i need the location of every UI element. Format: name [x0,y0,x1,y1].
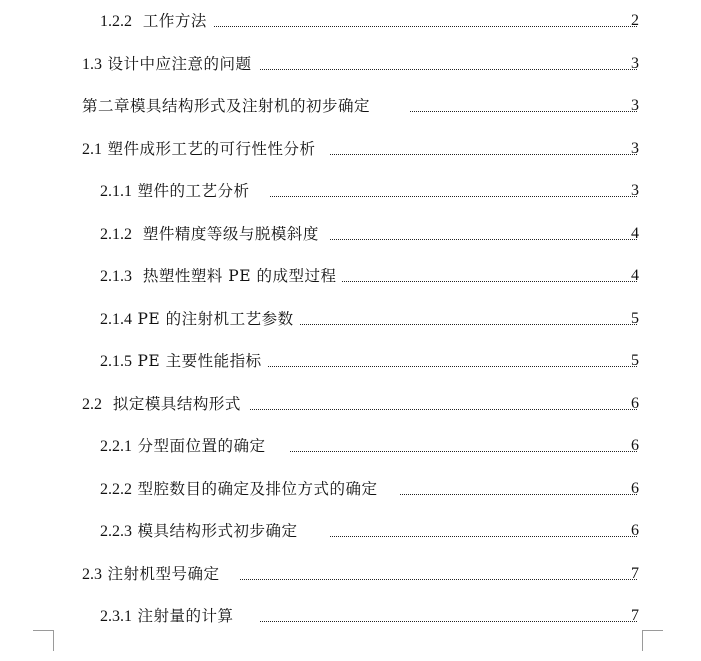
toc-entry[interactable] [0,516,701,546]
toc-entry-number: 2.2.3 [100,523,132,540]
toc-entry-page: 3 [631,140,639,157]
toc-entry-text [100,261,342,291]
dot-leader [410,111,637,112]
toc-entry-title: 第二章模具结构形式及注射机的初步确定 [82,97,371,115]
toc-entry[interactable] [0,601,701,631]
toc-entry-title: 注射机型号确定 [107,565,220,583]
toc-entry-page: 5 [631,352,639,369]
toc-entry-text [100,6,213,36]
toc-entry-title: 设计中应注意的问题 [107,55,252,73]
dot-leader [340,281,637,282]
toc-entry-number: 2.1.5 [100,353,132,370]
toc-entry-text [100,474,383,504]
toc-entry[interactable] [0,6,701,36]
dot-leader [200,26,637,27]
toc-entry[interactable] [0,91,701,121]
toc-entry-title: 拟定模具结构形式 [112,395,241,413]
dot-leader [300,324,637,325]
toc-entry-title: PE 主要性能指标 [137,352,262,370]
toc-entry[interactable] [0,346,701,376]
dot-leader [330,154,637,155]
toc-entry-text [82,134,321,164]
toc-entry[interactable] [0,261,701,291]
toc-entry-page: 4 [631,267,639,284]
toc-entry-number: 2.3.1 [100,608,132,625]
toc-entry[interactable] [0,176,701,206]
toc-entry-page: 7 [631,565,639,582]
toc-entry-title: 热塑性塑料 PE 的成型过程 [142,267,337,285]
toc-entry-number: 2.1 [82,141,102,158]
toc-entry-page: 6 [631,437,639,454]
toc-entry-title: 塑件精度等级与脱模斜度 [142,225,319,243]
toc-entry-number: 2.1.3 [100,268,132,285]
toc-entry-page: 5 [631,310,639,327]
toc-entry-title: 模具结构形式初步确定 [137,522,298,540]
toc-entry[interactable] [0,389,701,419]
dot-leader [290,451,637,452]
dot-leader [330,536,637,537]
toc-entry-number: 2.2.2 [100,481,132,498]
dot-leader [240,579,637,580]
toc-entry-page: 4 [631,225,639,242]
toc-entry-number: 2.3 [82,566,102,583]
toc-entry-text [82,49,257,79]
toc-entry-page: 2 [631,12,639,29]
toc-entry[interactable] [0,134,701,164]
toc-entry-number: 1.2.2 [100,13,132,30]
toc-entry-page: 6 [631,522,639,539]
toc-entry-title: 工作方法 [142,12,207,30]
toc-entry-title: 塑件成形工艺的可行性性分析 [107,140,316,158]
dot-leader [260,621,637,622]
toc-entry-page: 6 [631,480,639,497]
toc-entry-number: 2.1.1 [100,183,132,200]
toc-entry-title: PE 的注射机工艺参数 [137,310,294,328]
toc-entry-number: 2.1.4 [100,311,132,328]
toc-entry[interactable] [0,49,701,79]
toc-entry-page: 3 [631,97,639,114]
toc-entry-title: 注射量的计算 [137,607,234,625]
toc-entry-title: 塑件的工艺分析 [137,182,250,200]
toc-entry-number: 2.2 [82,396,102,413]
toc-entry-number: 1.3 [82,56,102,73]
toc-entry[interactable] [0,304,701,334]
toc-entry-page: 3 [631,182,639,199]
toc-entry-text [82,559,225,589]
toc-entry-page: 6 [631,395,639,412]
page-margin-corner-mark-right [642,630,663,651]
toc-entry-text [100,176,255,206]
toc-entry-text [100,219,325,249]
toc-entry-text [82,91,376,121]
toc-entry-page: 7 [631,607,639,624]
page-margin-corner-mark-left [33,630,54,651]
dot-leader [260,69,637,70]
toc-entry-text [100,516,303,546]
toc-entry[interactable] [0,559,701,589]
toc-entry[interactable] [0,219,701,249]
toc-entry-text [100,431,271,461]
toc-entry-text [100,346,268,376]
dot-leader [260,366,637,367]
dot-leader [400,494,637,495]
dot-leader [250,409,637,410]
toc-entry-page: 3 [631,55,639,72]
toc-entry-number: 2.1.2 [100,226,132,243]
toc-entry-text [82,389,247,419]
toc-entry-title: 型腔数目的确定及排位方式的确定 [137,480,378,498]
toc-entry-number: 2.2.1 [100,438,132,455]
toc-entry-text [100,304,300,334]
dot-leader [270,196,637,197]
toc-entry[interactable] [0,474,701,504]
dot-leader [330,239,637,240]
toc-entry[interactable] [0,431,701,461]
toc-entry-text [100,601,239,631]
toc-entry-title: 分型面位置的确定 [137,437,266,455]
